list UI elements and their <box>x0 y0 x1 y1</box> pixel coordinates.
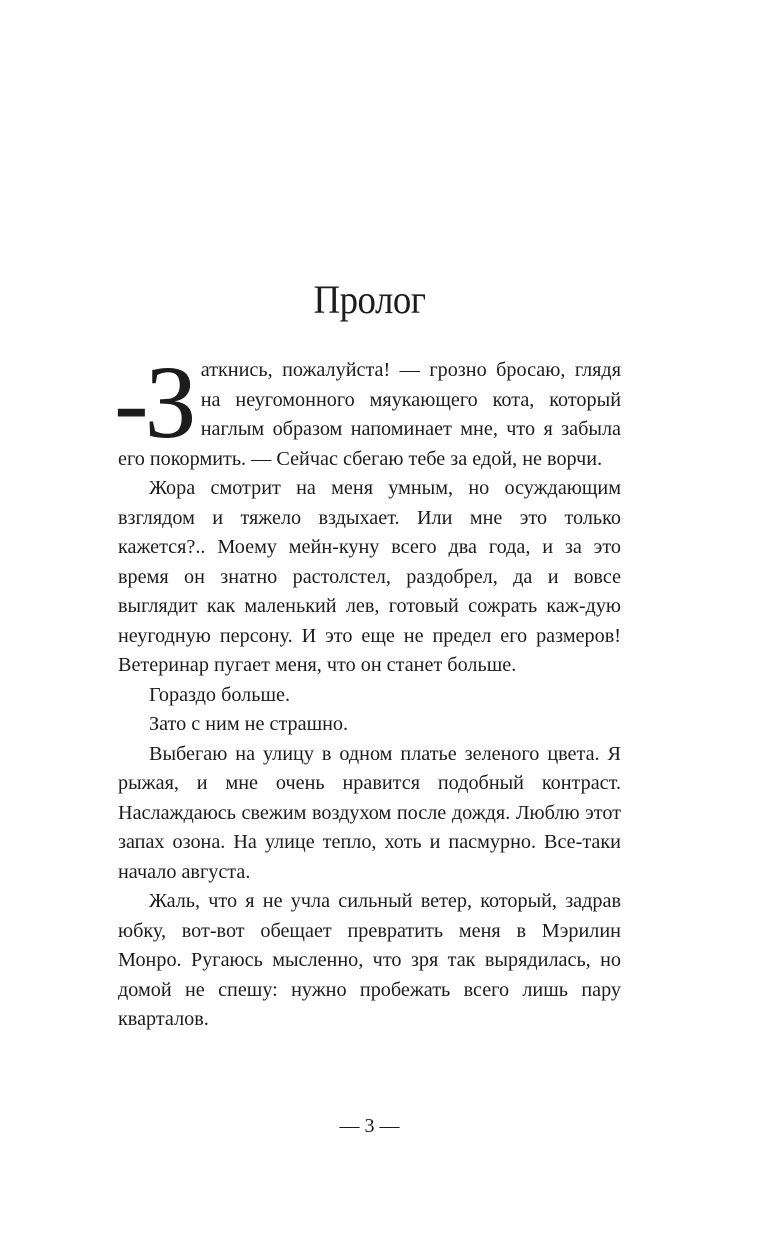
chapter-title: Пролог <box>313 277 426 322</box>
paragraph-1-text: аткнись, пожалуйста! — грозно бросаю, глядя на неугомонного мяукающего кота, который наглым образом напоминает мне, что я забыла его покормить. — Сейчас сбегаю тебе за едой, не ворчи. <box>118 359 621 470</box>
paragraph-5: Выбегаю на улицу в одном платье зеленого цвета. Я рыжая, и мне очень нравится подобный контраст. Наслаждаюсь свежим воздухом после дождя. Люблю этот запах озона. На улице тепло, хоть и пасмурно. Все-таки начало августа. <box>118 742 621 883</box>
paragraph-2: Жора смотрит на меня умным, но осуждающим взглядом и тяжело вздыхает. Или мне это только кажется?.. Моему мейн-куну всего два года, и за это время он знатно растолстел, раздобрел, да и вовсе выглядит как маленький лев, готовый сожрать каж-дую неугодную персону. И это еще не предел его размеров! Ветеринар пугает меня, что он станет больше. <box>118 477 621 676</box>
paragraph-4: Зато с ним не страшно. <box>149 713 349 735</box>
paragraph-1 <box>114 345 621 474</box>
page-number: — 3 — <box>339 1115 400 1137</box>
paragraph-3: Гораздо больше. <box>149 683 290 706</box>
book-page <box>114 0 621 1241</box>
body-text <box>114 345 621 1035</box>
paragraph-6: Жаль, что я не учла сильный ветер, который, задрав юбку, вот-вот обещает превратить меня в Мэрилин Монро. Ругаюсь мысленно, что зря так вырядилась, но домой не спешу: нужно пробежать всего лишь пару кварталов. <box>118 890 621 1030</box>
drop-cap: -З <box>114 345 193 460</box>
